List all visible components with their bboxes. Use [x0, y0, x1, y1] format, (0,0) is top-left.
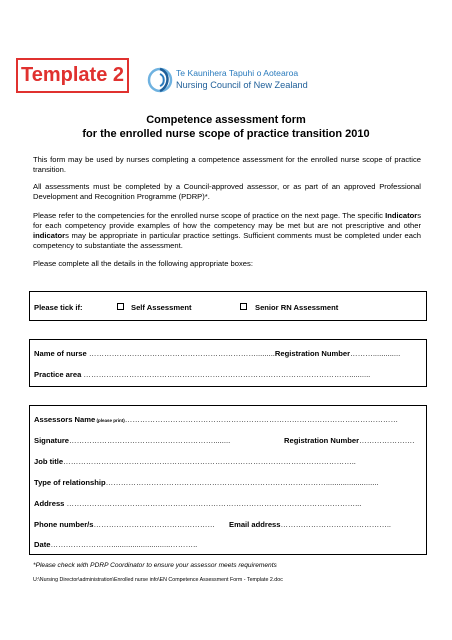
signature-field[interactable]: …………………………………………………........ — [69, 436, 231, 445]
nurse-name-line[interactable] — [34, 349, 400, 358]
assessment-type-box — [29, 291, 427, 321]
self-assessment-checkbox[interactable] — [117, 303, 124, 310]
assessor-name-hint: (please print) — [95, 418, 125, 423]
assessor-registration-line[interactable] — [284, 436, 414, 445]
senior-rn-assessment-label: Senior RN Assessment — [255, 303, 339, 312]
competency-text-b: s for each competency provide examples of how the competency may be met but are not prescriptive and other — [33, 211, 421, 230]
address-label: Address — [34, 499, 65, 508]
job-title-field[interactable]: …………………………………………………………………………………………………….. — [63, 457, 356, 466]
nurse-registration-field[interactable]: ………............. — [350, 349, 401, 358]
logo-maori-name: Te Kaunihera Tapuhi o Aotearoa — [176, 68, 299, 78]
form-subtitle: for the enrolled nurse scope of practice transition 2010 — [82, 128, 370, 140]
nurse-name-label: Name of nurse — [34, 349, 87, 358]
practice-area-field[interactable]: …………………………………………………………………………………………….......... — [81, 370, 371, 379]
assessor-registration-field[interactable]: …………………. — [359, 436, 415, 445]
date-line[interactable] — [34, 540, 197, 549]
assessor-name-field[interactable]: ……………………………………………………………………………………………… — [124, 415, 399, 424]
senior-rn-assessment-checkbox[interactable] — [240, 303, 247, 310]
job-title-line[interactable] — [34, 457, 356, 466]
assessor-name-line[interactable] — [34, 415, 398, 424]
assessor-registration-label: Registration Number — [284, 436, 360, 445]
email-field[interactable]: …………………………………….. — [280, 520, 392, 529]
signature-line[interactable] — [34, 436, 230, 445]
nurse-registration-label: Registration Number — [274, 349, 351, 358]
date-field[interactable]: ……………………............................……….. — [50, 540, 198, 549]
indicator-bold-1: Indicator — [385, 211, 418, 220]
address-line[interactable] — [34, 499, 361, 508]
self-assessment-label: Self Assessment — [131, 303, 192, 312]
address-field[interactable]: ……………………………………………………………………………………………………... — [64, 499, 362, 508]
document-file-path: U:\Nursing Director\administration\Enrolled nurse info\EN Competence Assessment Form - Template 2.doc — [33, 577, 283, 583]
pdrp-footnote: *Please check with PDRP Coordinator to ensure your assessor meets requirements — [33, 562, 277, 569]
practice-area-label: Practice area — [34, 370, 82, 379]
assessor-details-box — [29, 405, 427, 555]
phone-field[interactable]: ………………………………………… — [93, 520, 215, 529]
assessor-paragraph: All assessments must be completed by a Council-approved assessor, or as part of an approved Professional Development and Recognition Programme (PDRP)*. — [33, 182, 421, 201]
fern-swirl-logo-icon — [146, 64, 174, 96]
practice-area-line[interactable] — [34, 370, 370, 379]
phone-line[interactable] — [34, 520, 215, 529]
email-line[interactable] — [229, 520, 391, 529]
form-title: Competence assessment form — [146, 114, 306, 126]
logo-english-name: Nursing Council of New Zealand — [176, 80, 308, 90]
competency-text-a: Please refer to the competencies for the enrolled nurse scope of practice on the next page. The specific — [33, 211, 386, 220]
nursing-council-logo — [146, 64, 351, 98]
competency-text-c: s may be appropriate in particular practice settings. Sufficient comments must be completed under each competency to substantiate the assessment. — [33, 231, 421, 250]
instructions-paragraph: Please complete all the details in the following appropriate boxes: — [33, 259, 253, 268]
indicator-bold-2: indicator — [33, 231, 66, 240]
assessor-name-label: Assessors Name — [34, 415, 96, 424]
competency-paragraph — [33, 211, 421, 251]
relationship-field[interactable]: ……………………………………………………………………………......................... — [105, 478, 379, 487]
nurse-name-field[interactable]: …………………………………………………………......... — [86, 349, 275, 358]
relationship-line[interactable] — [34, 478, 379, 487]
nurse-details-box — [29, 339, 427, 387]
tick-label: Please tick if: — [34, 303, 83, 312]
phone-label: Phone number/s — [34, 520, 94, 529]
relationship-label: Type of relationship — [34, 478, 106, 487]
intro-paragraph: This form may be used by nurses completing a competence assessment for the enrolled nurse scope of practice transition. — [33, 155, 421, 174]
date-label: Date — [34, 540, 51, 549]
job-title-label: Job title — [34, 457, 64, 466]
template-badge: Template 2 — [16, 58, 129, 93]
signature-label: Signature — [34, 436, 70, 445]
email-label: Email address — [229, 520, 281, 529]
